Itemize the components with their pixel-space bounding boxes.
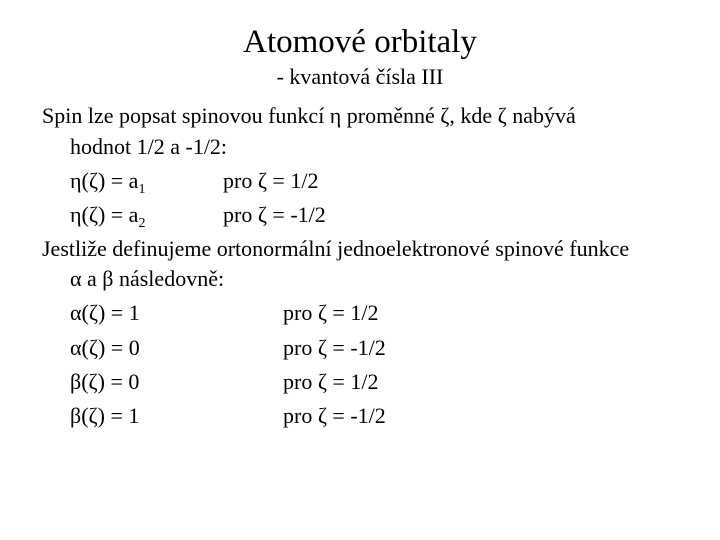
beta-row-1-condition: pro ζ = 1/2 (283, 369, 379, 394)
eta-row-2-lhs-text: η(ζ) = a (70, 202, 139, 227)
para2-line1: Jestliže definujeme ortonormální jednoelektronové spinové funkce (42, 236, 630, 261)
eta-row-1-lhs (70, 168, 145, 203)
para2-line2: α a β následovně: (70, 266, 225, 291)
slide-title: Atomové orbitaly (243, 24, 477, 60)
beta-row-2-condition: pro ζ = -1/2 (283, 403, 386, 428)
eta-row-1-subscript: 1 (138, 182, 146, 197)
alpha-row-1-condition: pro ζ = 1/2 (283, 300, 379, 325)
eta-row-2-subscript: 2 (138, 216, 146, 231)
alpha-row-2-lhs: α(ζ) = 0 (70, 335, 140, 360)
alpha-row-1-lhs: α(ζ) = 1 (70, 300, 140, 325)
para1-line1: Spin lze popsat spinovou funkcí η proměnné ζ, kde ζ nabývá (42, 103, 576, 128)
slide-subtitle: - kvantová čísla III (276, 64, 444, 89)
eta-row-1-condition: pro ζ = 1/2 (223, 168, 319, 193)
beta-row-2-lhs: β(ζ) = 1 (70, 403, 140, 428)
beta-row-1-lhs: β(ζ) = 0 (70, 369, 140, 394)
eta-row-2-condition: pro ζ = -1/2 (223, 202, 326, 227)
eta-row-1-lhs-text: η(ζ) = a (70, 168, 139, 193)
alpha-row-2-condition: pro ζ = -1/2 (283, 335, 386, 360)
para1-line2: hodnot 1/2 a -1/2: (70, 134, 228, 159)
eta-row-2-lhs (70, 202, 145, 237)
